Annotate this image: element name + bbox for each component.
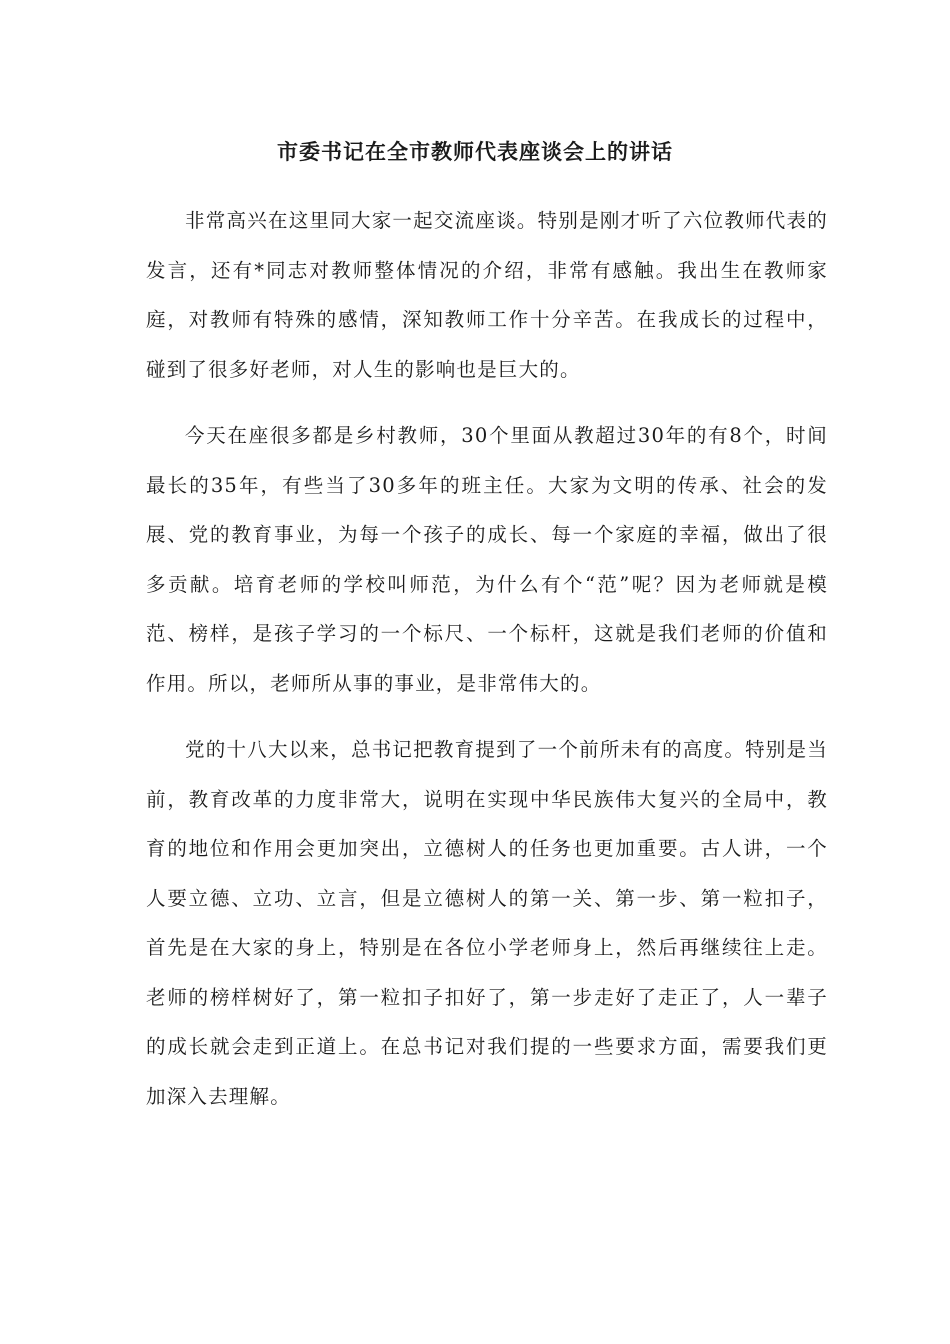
paragraph-3: 党的十八大以来，总书记把教育提到了一个前所未有的高度。特别是当前，教育改革的力度非常大，说明在实现中华民族伟大复兴的全局中，教育的地位和作用会更加突出，立德树人的任务也更加重要。古人讲，一个人要立德、立功、立言，但是立德树人的第一关、第一步、第一粒扣子，首先是在大家的身上，特别是在各位小学老师身上，然后再继续往上走。老师的榜样树好了，第一粒扣子扣好了，第一步走好了走正了，人一辈子的成长就会走到正道上。在总书记对我们提的一些要求方面，需要我们更加深入去理解。 [146,738,828,1108]
paragraph-1: 非常高兴在这里同大家一起交流座谈。特别是刚才听了六位教师代表的发言，还有*同志对教师整体情况的介绍，非常有感触。我出生在教师家庭，对教师有特殊的感情，深知教师工作十分辛苦。在我成长的过程中，碰到了很多好老师，对人生的影响也是巨大的。 [146,209,828,381]
document-title: 市委书记在全市教师代表座谈会上的讲话 [277,139,673,164]
paragraph-2: 今天在座很多都是乡村教师，30个里面从教超过30年的有8个，时间最长的35年，有些当了30多年的班主任。大家为文明的传承、社会的发展、党的教育事业，为每一个孩子的成长、每一个家庭的幸福，做出了很多贡献。培育老师的学校叫师范，为什么有个“范”呢？因为老师就是模范、榜样，是孩子学习的一个标尺、一个标杆，这就是我们老师的价值和作用。所以，老师所从事的事业，是非常伟大的。 [146,424,828,695]
document-body [146,196,828,1121]
